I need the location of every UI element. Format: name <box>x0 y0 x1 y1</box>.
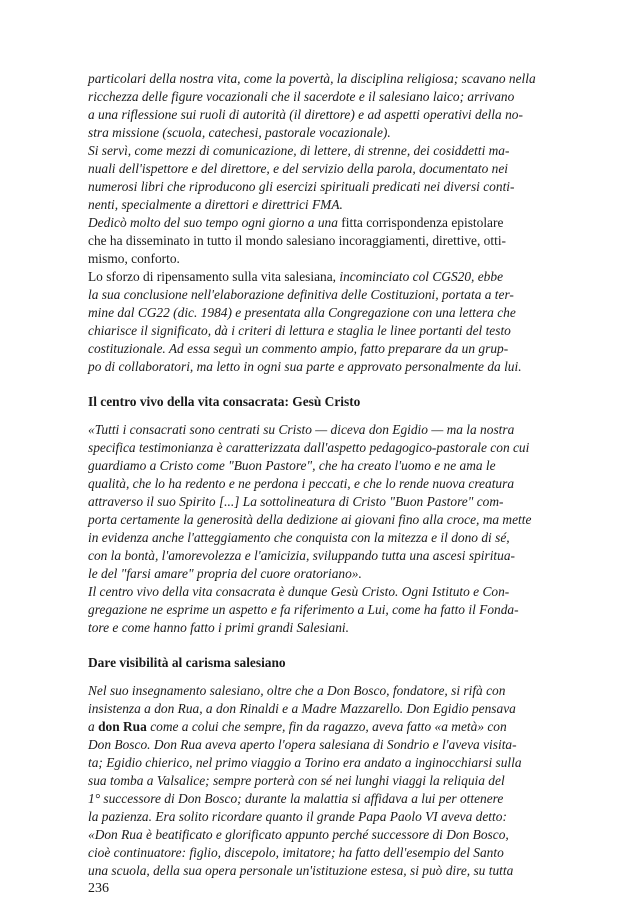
text-span: fitta corrispondenza epistolare <box>341 215 504 230</box>
text-line: stra missione (scuola, catechesi, pastorale vocazionale). <box>88 125 391 140</box>
text-line: le del "farsi amare" propria del cuore oratoriano». <box>88 566 362 581</box>
page-number: 236 <box>88 881 109 896</box>
text-line: «Tutti i consacrati sono centrati su Cristo — diceva don Egidio — ma la nostra <box>88 422 515 437</box>
text-line: Il centro vivo della vita consacrata è dunque Gesù Cristo. Ogni Istituto e Con- <box>88 584 510 599</box>
text-line: particolari della nostra vita, come la povertà, la disciplina religiosa; scavano nella <box>88 71 536 86</box>
text-line: una scuola, della sua opera personale un'istituzione estesa, si può dire, su tutta <box>88 863 514 878</box>
text-line: cioè continuatore: figlio, discepolo, imitatore; ha fatto dell'esempio del Santo <box>88 845 504 860</box>
text-line: la pazienza. Era solito ricordare quanto il grande Papa Paolo VI aveva detto: <box>88 809 507 824</box>
text-line: 1° successore di Don Bosco; durante la malattia si affidava a lui per ottenere <box>88 791 504 806</box>
text-line: mismo, conforto. <box>88 251 180 266</box>
text-line: che ha disseminato in tutto il mondo salesiano incoraggiamenti, direttive, otti- <box>88 233 506 248</box>
bold-name: don Rua <box>98 719 147 734</box>
text-line <box>88 718 507 736</box>
text-span: incominciato col CGS20, ebbe <box>339 269 504 284</box>
text-line <box>88 268 503 286</box>
text-line: «Don Rua è beatificato e glorificato appunto perché successore di Don Bosco, <box>88 827 509 842</box>
section-heading: Il centro vivo della vita consacrata: Gesù Cristo <box>88 394 361 409</box>
text-line: la sua conclusione nell'elaborazione definitiva delle Costituzioni, portata a ter- <box>88 287 514 302</box>
text-line: Si servì, come mezzi di comunicazione, di lettere, di strenne, dei cosiddetti ma- <box>88 143 510 158</box>
text-line: chiarisce il significato, dà i criteri di lettura e staglia le linee portanti del testo <box>88 323 511 338</box>
text-line: insistenza a don Rua, a don Rinaldi e a Madre Mazzarello. Don Egidio pensava <box>88 701 516 716</box>
text-span: Lo sforzo di ripensamento sulla vita salesiana, <box>88 269 337 284</box>
text-line: porta certamente la generosità della dedizione ai giovani fino alla croce, ma mette <box>88 512 532 527</box>
text-line: nenti, specialmente a direttori e direttrici FMA. <box>88 197 343 212</box>
text-line: sua tomba a Valsalice; sempre porterà con sé nei lunghi viaggi la reliquia del <box>88 773 505 788</box>
text-line: ta; Egidio chierico, nel primo viaggio a Torino era andato a inginocchiarsi sulla <box>88 755 522 770</box>
text-line: qualità, che lo ha redento e ne perdona i peccati, e che lo rende nuova creatura <box>88 476 515 491</box>
text-line: guardiamo a Cristo come "Buon Pastore", che ha creato l'uomo e ne ama le <box>88 458 496 473</box>
text-line: Don Bosco. Don Rua aveva aperto l'opera salesiana di Sondrio e l'aveva visita- <box>88 737 517 752</box>
text-line: gregazione ne esprime un aspetto e fa riferimento a Lui, come ha fatto il Fonda- <box>88 602 519 617</box>
text-line: a una riflessione sui ruoli di autorità (il direttore) e ad aspetti operativi della no- <box>88 107 523 122</box>
text-line: Nel suo insegnamento salesiano, oltre che a Don Bosco, fondatore, si rifà con <box>88 683 506 698</box>
text-line <box>88 214 503 232</box>
text-line: costituzionale. Ad essa seguì un commento ampio, fatto preparare da un grup- <box>88 341 509 356</box>
text-line: con la bontà, l'amorevolezza e l'amicizia, sviluppando tutta una ascesi spiritua- <box>88 548 516 563</box>
text-line: specifica testimonianza è caratterizzata dall'aspetto pedagogico-pastorale con cui <box>88 440 530 455</box>
text-line: in evidenza anche l'atteggiamento che conquista con la mitezza e il dono di sé, <box>88 530 510 545</box>
text-span: Dedicò molto del suo tempo ogni giorno a una <box>88 215 338 230</box>
text-line: nuali dell'ispettore e del direttore, e del servizio della parola, documentato nei <box>88 161 508 176</box>
text-line: tore e come hanno fatto i primi grandi Salesiani. <box>88 620 349 635</box>
text-span: come a colui che sempre, fin da ragazzo, aveva fatto «a metà» con <box>150 719 507 734</box>
text-line: numerosi libri che riproducono gli esercizi spirituali predicati nei diversi conti- <box>88 179 515 194</box>
text-line: attraverso il suo Spirito [...] La sottolineatura di Cristo "Buon Pastore" com- <box>88 494 504 509</box>
text-span: a <box>88 719 95 734</box>
text-line: mine dal CG22 (dic. 1984) e presentata alla Congregazione con una lettera che <box>88 305 516 320</box>
section-heading: Dare visibilità al carisma salesiano <box>88 655 286 670</box>
text-line: ricchezza delle figure vocazionali che il sacerdote e il salesiano laico; arrivano <box>88 89 515 104</box>
text-line: po di collaboratori, ma letto in ogni sua parte e approvato personalmente da lui. <box>88 359 522 374</box>
